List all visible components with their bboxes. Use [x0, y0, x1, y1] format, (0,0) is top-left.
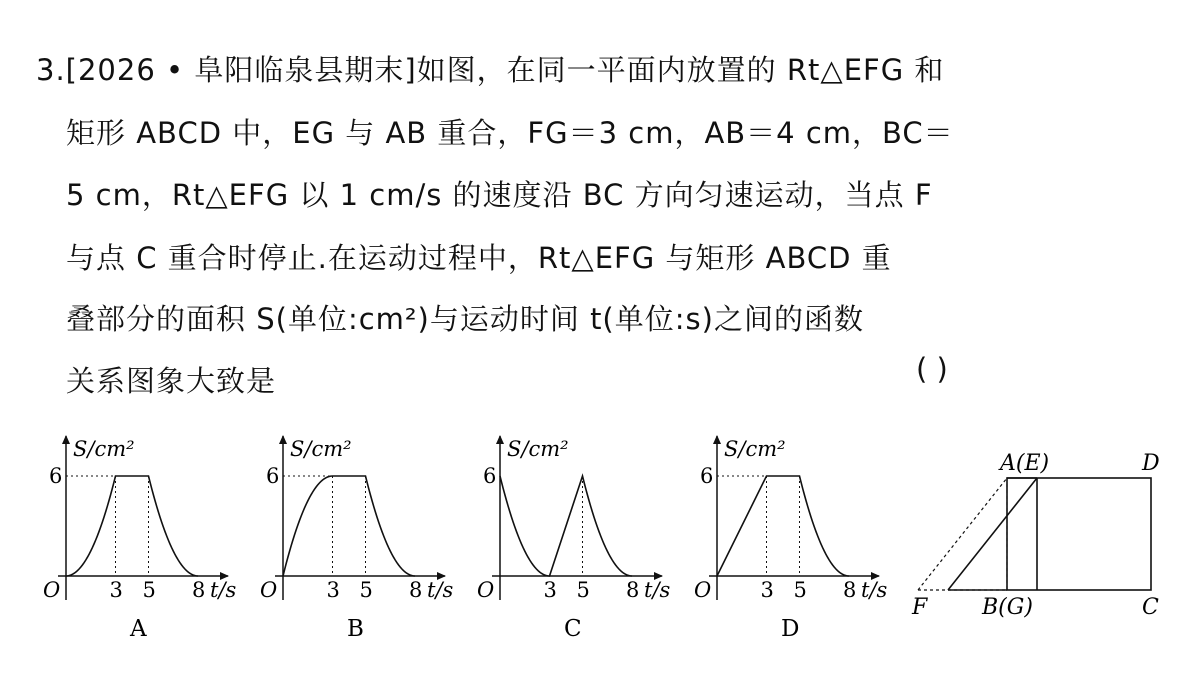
question-line-3: 5 cm，Rt△EFG 以 1 cm/s 的速度沿 BC 方向匀速运动，当点 F: [66, 178, 933, 212]
series-line: [66, 476, 198, 576]
question-line-2: 矩形 ABCD 中，EG 与 AB 重合，FG＝3 cm，AB＝4 cm，BC＝: [66, 116, 954, 150]
x-tick-label: 8: [626, 578, 640, 602]
question-line-6: 关系图象大致是: [66, 364, 277, 398]
chart-option-a: [43, 436, 237, 642]
y-axis-label: S/cm²: [290, 437, 352, 461]
y-tick-label: 6: [49, 464, 63, 488]
question-text-1: 如图，在同一平面内放置的 Rt△EFG 和: [416, 53, 945, 87]
question-line-1: [36, 48, 944, 89]
x-tick-label: 5: [793, 578, 807, 602]
x-axis-label: t/s: [210, 578, 237, 602]
label-A-E: A(E): [1000, 451, 1050, 476]
x-axis-label: t/s: [861, 578, 888, 602]
x-tick-label: 3: [326, 578, 340, 602]
option-label: D: [781, 616, 800, 642]
rectangle-ABCD: [1007, 478, 1151, 590]
origin-label: O: [694, 578, 712, 602]
y-tick-label: 6: [266, 464, 280, 488]
question-number: 3.: [36, 53, 66, 87]
geometry-figure: [911, 451, 1160, 620]
origin-label: O: [43, 578, 61, 602]
label-D: D: [1142, 451, 1160, 476]
y-axis-label: S/cm²: [73, 437, 135, 461]
x-axis-label: t/s: [427, 578, 454, 602]
label-F: F: [912, 595, 928, 620]
y-tick-label: 6: [483, 464, 497, 488]
y-tick-label: 6: [700, 464, 714, 488]
series-line: [500, 476, 632, 576]
x-tick-label: 5: [142, 578, 156, 602]
answer-blank[interactable]: ( ): [916, 352, 948, 386]
hypotenuse-FA-original: [918, 478, 1007, 590]
x-tick-label: 3: [109, 578, 123, 602]
option-label: C: [564, 616, 582, 642]
x-tick-label: 5: [576, 578, 590, 602]
figures: [0, 420, 1200, 670]
x-tick-label: 3: [760, 578, 774, 602]
series-line: [717, 476, 849, 576]
origin-label: O: [260, 578, 278, 602]
moved-triangle-hypotenuse: [948, 478, 1037, 590]
option-label: A: [130, 616, 147, 642]
series-line: [283, 476, 415, 576]
question-line-4: 与点 C 重合时停止.在运动过程中，Rt△EFG 与矩形 ABCD 重: [66, 241, 892, 275]
origin-label: O: [477, 578, 495, 602]
x-axis-label: t/s: [644, 578, 671, 602]
x-tick-label: 8: [409, 578, 423, 602]
y-axis-label: S/cm²: [507, 437, 569, 461]
x-tick-label: 8: [192, 578, 206, 602]
label-C: C: [1142, 595, 1159, 620]
question-line-5: 叠部分的面积 S(单位:cm²)与运动时间 t(单位:s)之间的函数: [66, 302, 864, 336]
x-tick-label: 5: [359, 578, 373, 602]
x-tick-label: 8: [843, 578, 857, 602]
x-tick-label: 3: [543, 578, 557, 602]
y-axis-label: S/cm²: [724, 437, 786, 461]
label-B-G: B(G): [982, 595, 1033, 620]
chart-option-c: [477, 436, 671, 642]
chart-option-b: [260, 436, 454, 642]
chart-option-d: [694, 436, 888, 642]
question-source: [2026 • 阜阳临泉县期末]: [65, 53, 417, 87]
option-label: B: [347, 616, 364, 642]
